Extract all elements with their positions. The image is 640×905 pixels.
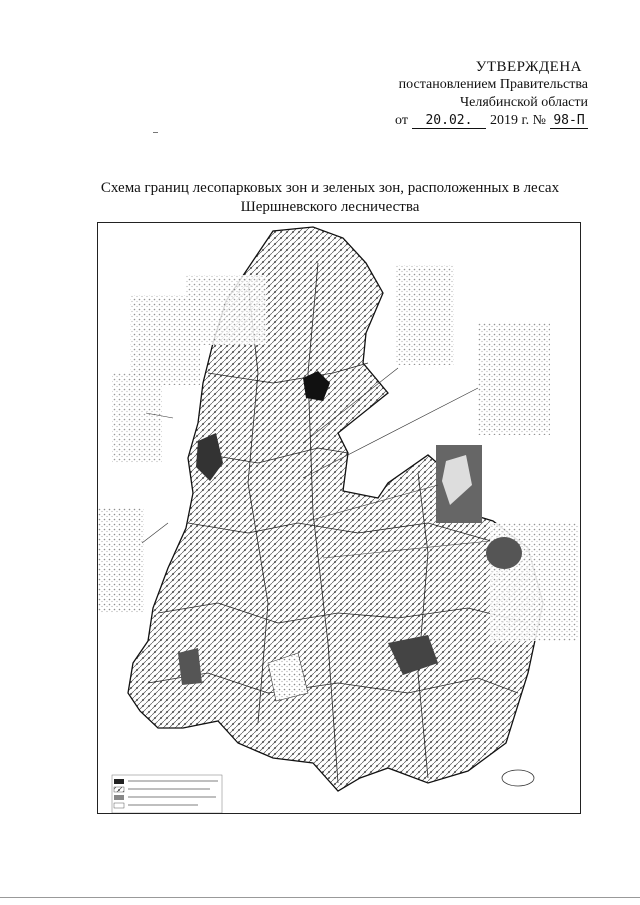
approval-stamp xyxy=(328,58,588,130)
inset-tile-northeast xyxy=(396,265,454,365)
map-legend xyxy=(112,775,222,813)
approval-line-2: Челябинской области xyxy=(460,95,588,110)
approval-line-1: постановлением Правительства xyxy=(398,77,588,92)
inset-tile-north-center xyxy=(186,275,266,345)
dark-zone-east xyxy=(486,537,522,569)
document-title-line-1: Схема границ лесопарковых зон и зеленых зон, расположенных в лесах xyxy=(100,180,560,196)
forest-zone-map-graphic xyxy=(98,223,580,813)
inset-tile-east-upper xyxy=(478,323,550,435)
dark-zone-southwest xyxy=(178,648,202,685)
approval-date: 20.02. xyxy=(412,114,486,129)
scan-bottom-edge xyxy=(0,897,640,898)
approval-year: 2019 г. № xyxy=(489,113,546,128)
inset-tile-west xyxy=(112,373,162,463)
inset-tile-far-west xyxy=(98,508,144,613)
lake xyxy=(502,770,534,786)
document-title-line-2: Шершневского лесничества xyxy=(240,199,420,215)
approval-title: УТВЕРЖДЕНА xyxy=(475,59,582,75)
approval-date-prefix: от xyxy=(395,113,408,128)
document-title xyxy=(60,179,600,217)
forest-zone-map xyxy=(97,222,581,814)
scan-speck xyxy=(153,132,158,133)
approval-date-line xyxy=(328,112,588,130)
approval-number: 98-П xyxy=(550,114,588,129)
